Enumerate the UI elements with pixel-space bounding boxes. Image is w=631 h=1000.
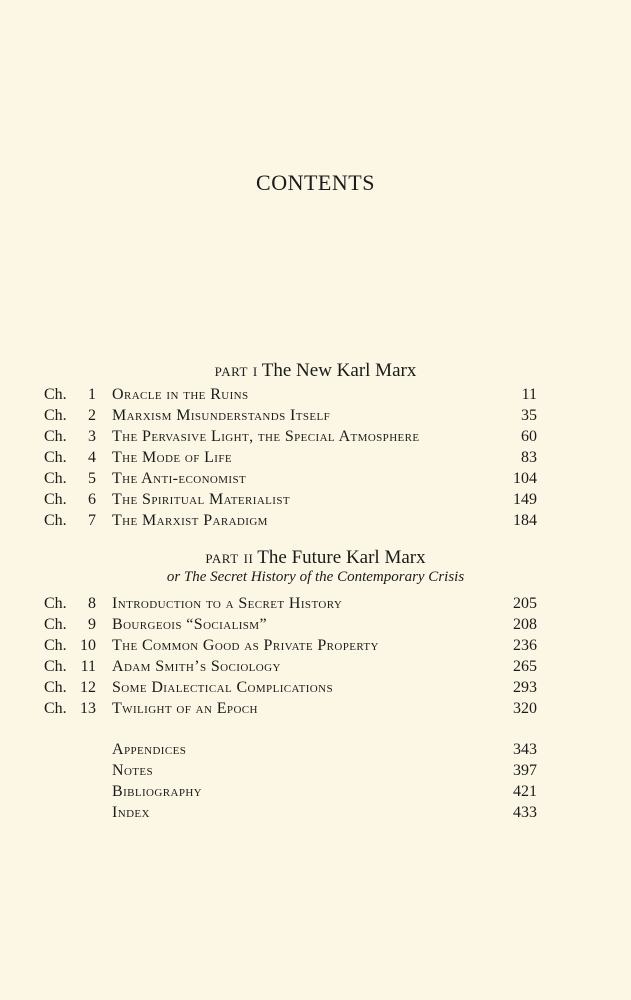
toc-row[interactable] <box>0 783 631 804</box>
back-matter-title: Notes <box>112 762 154 779</box>
chapter-title: The Common Good as Private Property <box>112 637 379 654</box>
page-number: 104 <box>513 470 537 487</box>
part-heading <box>0 360 631 382</box>
part-label: part ii <box>205 547 254 567</box>
page-number: 35 <box>521 407 537 424</box>
chapter-title: Adam Smith’s Sociology <box>112 658 281 675</box>
part-subtitle: or The Secret History of the Contemporary Crisis <box>166 569 465 585</box>
part-heading <box>0 547 631 569</box>
toc-row[interactable]: Ch. 11 Adam Smith’s Sociology 265 <box>44 658 537 675</box>
toc-row[interactable]: Ch. 5 The Anti-economist 104 <box>44 470 537 487</box>
page-number: 60 <box>521 428 537 445</box>
toc-row[interactable]: Ch. 2 Marxism Misunderstands Itself 35 <box>44 407 537 424</box>
toc-row[interactable] <box>0 762 631 783</box>
toc-row[interactable]: Ch. 3 The Pervasive Light, the Special Atmosphere 60 <box>44 428 537 445</box>
chapter-title: The Spiritual Materialist <box>112 491 290 508</box>
toc-row[interactable]: Ch. 12 Some Dialectical Complications 293 <box>44 679 537 696</box>
page-number: 320 <box>513 700 537 717</box>
toc-row[interactable]: Ch. 4 The Mode of Life 83 <box>44 449 537 466</box>
toc-row[interactable]: Ch. 8 Introduction to a Secret History 205 <box>44 595 537 612</box>
chapter-title: The Anti-economist <box>112 470 247 487</box>
chapter-title: Bourgeois “Socialism” <box>112 616 267 633</box>
page-number: 397 <box>513 762 537 779</box>
chapter-title: The Pervasive Light, the Special Atmosphere <box>112 428 420 445</box>
chapter-title: Twilight of an Epoch <box>112 700 258 717</box>
part-label: part i <box>214 360 258 380</box>
chapter-title: The Mode of Life <box>112 449 233 466</box>
part-title: The Future Karl Marx <box>257 547 426 568</box>
toc-row[interactable]: Ch. 9 Bourgeois “Socialism” 208 <box>44 616 537 633</box>
chapter-title: Some Dialectical Complications <box>112 679 334 696</box>
toc-row[interactable]: Ch. 1 Oracle in the Ruins 11 <box>44 386 537 403</box>
page-number: 236 <box>513 637 537 654</box>
chapter-title: Marxism Misunderstands Itself <box>112 407 331 424</box>
page-number: 421 <box>513 783 537 800</box>
page-number: 293 <box>513 679 537 696</box>
page-number: 83 <box>521 449 537 466</box>
page-number: 11 <box>521 386 537 403</box>
page-number: 205 <box>513 595 537 612</box>
toc-row[interactable] <box>0 741 631 762</box>
page-number: 265 <box>513 658 537 675</box>
page-number: 208 <box>513 616 537 633</box>
chapter-title: Oracle in the Ruins <box>112 386 249 403</box>
toc-row[interactable]: Ch. 7 The Marxist Paradigm 184 <box>44 512 537 529</box>
back-matter-title: Bibliography <box>112 783 203 800</box>
toc-row[interactable] <box>0 804 631 825</box>
toc-row[interactable]: Ch. 6 The Spiritual Materialist 149 <box>44 491 537 508</box>
toc-row[interactable]: Ch. 10 The Common Good as Private Property 236 <box>44 637 537 654</box>
toc-row[interactable]: Ch. 13 Twilight of an Epoch 320 <box>44 700 537 717</box>
page-number: 433 <box>513 804 537 821</box>
chapter-title: The Marxist Paradigm <box>112 512 268 529</box>
part-title: The New Karl Marx <box>261 360 417 381</box>
back-matter-title: Appendices <box>112 741 187 758</box>
page-number: 149 <box>513 491 537 508</box>
page-number: 184 <box>513 512 537 529</box>
chapter-title: Introduction to a Secret History <box>112 595 343 612</box>
page-number: 343 <box>513 741 537 758</box>
back-matter-title: Index <box>112 804 150 821</box>
page-title: CONTENTS <box>256 170 375 195</box>
